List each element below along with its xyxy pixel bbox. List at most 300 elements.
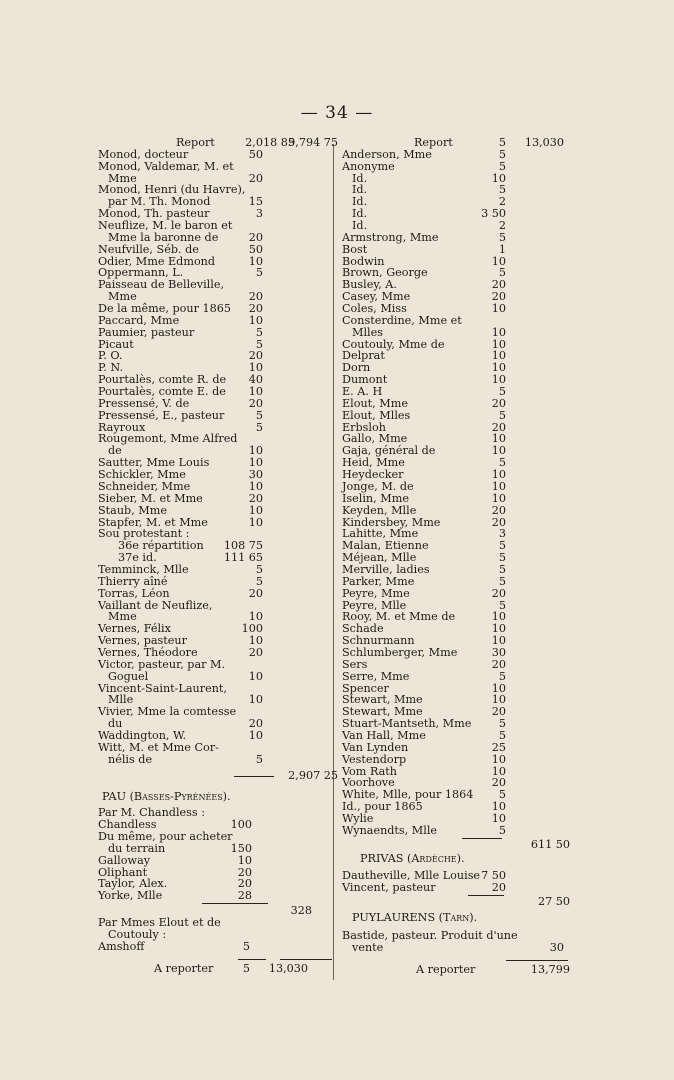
donor-amount: 5 — [498, 669, 506, 683]
donor-amount: 10 — [491, 811, 506, 825]
donor-name: Pressensé, V. de — [98, 396, 190, 410]
donor-amount: 5 — [498, 408, 506, 422]
entry-row — [342, 327, 572, 339]
entry-row — [342, 801, 572, 813]
entry-row — [342, 208, 572, 220]
donor-name: Busley, A. — [342, 278, 397, 292]
entry-row — [342, 671, 572, 683]
donor-name: Neuflize, M. le baron et — [98, 219, 233, 233]
donor-name: E. A. H — [342, 385, 383, 399]
donor-amount: 25 — [491, 740, 506, 754]
donor-amount: 20 — [491, 503, 506, 517]
donor-amount: 10 — [491, 468, 506, 482]
left-column — [98, 137, 338, 974]
donor-amount: 20 — [248, 491, 263, 505]
donor-name: Spencer — [342, 681, 389, 695]
donor-name: Lahitte, Mme — [342, 527, 419, 541]
donor-amount: 10 — [491, 622, 506, 636]
donor-amount: 10 — [248, 634, 263, 648]
entry-row — [98, 754, 338, 766]
donor-name: Gaja, général de — [342, 444, 436, 458]
donor-name: Amshoff — [98, 939, 145, 953]
entry-row — [98, 232, 338, 244]
donor-name: Wynaendts, Mlle — [342, 823, 438, 837]
donor-name: Oliphant — [98, 865, 148, 879]
donor-amount: 5 — [255, 337, 263, 351]
donor-name: White, Mlle, pour 1864 — [342, 788, 474, 802]
donor-amount: 10 — [248, 254, 263, 268]
donor-name: Vernes, Théodore — [98, 645, 198, 659]
donor-amount: 20 — [237, 865, 252, 879]
donor-amount: 10 — [491, 171, 506, 185]
donor-amount: 20 — [491, 776, 506, 790]
entry-row — [98, 327, 338, 339]
entry-row — [342, 232, 572, 244]
donor-name: Vom Rath — [342, 764, 398, 778]
donor-amount: 20 — [491, 586, 506, 600]
donor-amount: 10 — [248, 479, 263, 493]
donor-name: Elout, Mme — [342, 396, 408, 410]
donor-name: nélis de — [108, 752, 153, 766]
entry-row — [342, 754, 572, 766]
donor-name: Merville, ladies — [342, 562, 430, 576]
entry-row — [98, 706, 338, 718]
donor-amount: 20 — [248, 230, 263, 244]
donor-amount: 10 — [491, 693, 506, 707]
donor-name: Galloway — [98, 853, 151, 867]
donor-amount: 5 — [498, 562, 506, 576]
donor-name: Paumier, pasteur — [98, 325, 195, 339]
a-reporter-amount: 5 — [242, 961, 250, 975]
donor-amount: 5 — [255, 408, 263, 422]
donor-name: vente — [352, 940, 384, 954]
donor-name: Pourtalès, comte R. de — [98, 373, 227, 387]
donor-amount: 111 65 — [223, 551, 263, 565]
donor-name: Schickler, Mme — [98, 468, 186, 482]
entry-row — [98, 505, 338, 517]
entry-row — [98, 941, 338, 953]
donor-amount: 5 — [498, 159, 506, 173]
entry-row — [342, 853, 572, 865]
entry-row — [98, 410, 338, 422]
donor-name: Van Lynden — [342, 740, 409, 754]
donor-name: du terrain — [108, 841, 166, 855]
donor-name: Victor, pasteur, par M. — [98, 657, 226, 671]
section-subtotal: 328 — [290, 904, 312, 918]
donor-name: Wylie — [342, 811, 374, 825]
donor-name: Vestendorp — [342, 752, 407, 766]
entry-row — [98, 588, 338, 600]
donor-name: Stewart, Mme — [342, 693, 423, 707]
donor-amount: 10 — [491, 432, 506, 446]
donor-name: Id. — [352, 195, 368, 209]
a-reporter-label: A reporter — [416, 962, 476, 976]
donor-name: Dautheville, Mlle Louise — [342, 869, 481, 883]
donor-amount: 10 — [248, 515, 263, 529]
donor-name: Consterdine, Mme et — [342, 313, 462, 327]
donor-name: Elout, Mlles — [342, 408, 411, 422]
donor-amount: 3 — [255, 207, 263, 221]
rule-line — [468, 895, 504, 896]
donor-amount: 5 — [255, 266, 263, 280]
entry-row — [98, 791, 338, 803]
donor-name: Mlles — [352, 325, 383, 339]
donor-name: Mme — [108, 171, 137, 185]
donor-name: Id. — [352, 171, 368, 185]
right-column — [342, 137, 572, 975]
donor-name: Goguel — [108, 669, 149, 683]
donor-amount: 108 75 — [223, 539, 263, 553]
donor-amount: 20 — [491, 705, 506, 719]
a-reporter-label: A reporter — [154, 961, 214, 975]
entry-row — [342, 882, 572, 894]
donor-name: Staub, Mme — [98, 503, 167, 517]
donor-amount: 5 — [498, 539, 506, 553]
donor-name: Kindersbey, Mme — [342, 515, 441, 529]
entry-row — [342, 659, 572, 671]
donor-name: Du même, pour acheter — [98, 829, 233, 843]
entry-row — [342, 742, 572, 754]
donor-name: 37e id. — [118, 551, 157, 565]
section-heading-puylaurens: PUYLAURENS (Tarn). — [352, 911, 478, 924]
a-reporter-total: 13,030 — [268, 961, 308, 975]
donor-name: Temminck, Mlle — [98, 562, 189, 576]
donor-name: Schlumberger, Mme — [342, 645, 458, 659]
donor-amount: 5 — [498, 456, 506, 470]
rule-line — [234, 776, 274, 777]
donor-amount: 10 — [248, 456, 263, 470]
donor-amount: 5 — [498, 728, 506, 742]
donor-name: Schneider, Mme — [98, 479, 191, 493]
entry-row — [342, 588, 572, 600]
donor-name: Mme la baronne de — [108, 230, 219, 244]
donor-name: Gallo, Mme — [342, 432, 408, 446]
donor-amount: 20 — [248, 349, 263, 363]
donor-amount: 10 — [248, 385, 263, 399]
donor-name: Yorke, Mlle — [98, 889, 163, 903]
donor-name: Heid, Mme — [342, 456, 405, 470]
donor-name: Vincent-Saint-Laurent, — [98, 681, 227, 695]
donor-name: Peyre, Mlle — [342, 598, 407, 612]
donor-name: Monod, docteur — [98, 147, 189, 161]
donor-name: P. N. — [98, 361, 123, 375]
donor-name: Rooy, M. et Mme de — [342, 610, 456, 624]
donor-name: de — [108, 444, 122, 458]
donor-amount: 5 — [242, 939, 250, 953]
donor-name: Thierry aîné — [98, 574, 168, 588]
donor-name: Malan, Etienne — [342, 539, 429, 553]
donor-name: De la même, pour 1865 — [98, 302, 231, 316]
entry-row — [98, 843, 338, 855]
donor-amount: 2 — [498, 195, 506, 209]
donor-name: Peyre, Mme — [342, 586, 410, 600]
entry-row — [342, 149, 572, 161]
entry-row — [342, 493, 572, 505]
donor-name: Schnurmann — [342, 634, 415, 648]
entry-row — [342, 244, 572, 256]
donor-amount: 20 — [491, 881, 506, 895]
donor-amount: 3 — [498, 527, 506, 541]
donor-amount: 5 — [498, 266, 506, 280]
donor-name: 36e répartition — [118, 539, 204, 553]
donor-amount: 5 — [498, 574, 506, 588]
donor-name: Coutouly : — [108, 927, 167, 941]
donor-amount: 20 — [491, 290, 506, 304]
donor-name: du — [108, 717, 123, 731]
donor-name: Mlle — [108, 693, 134, 707]
donor-amount: 15 — [248, 195, 263, 209]
donor-name: Neufville, Séb. de — [98, 242, 199, 256]
entry-row — [342, 184, 572, 196]
donor-amount: 20 — [491, 515, 506, 529]
donor-name: Oppermann, L. — [98, 266, 184, 280]
entry-row — [98, 339, 338, 351]
donor-name: Vincent, pasteur — [342, 881, 436, 895]
donor-name: Vernes, Félix — [98, 622, 171, 636]
donor-amount: 20 — [248, 645, 263, 659]
donor-name: Anderson, Mme — [342, 147, 432, 161]
donor-amount: 20 — [237, 877, 252, 891]
donor-amount: 2 — [498, 219, 506, 233]
donor-name: Odier, Mme Edmond — [98, 254, 216, 268]
donor-amount: 5 — [498, 551, 506, 565]
donor-amount: 10 — [248, 361, 263, 375]
donor-amount: 10 — [491, 302, 506, 316]
donor-name: Anonyme — [342, 159, 395, 173]
section-subtotal: 2,907 25 — [288, 768, 338, 782]
entry-row — [342, 942, 572, 954]
donor-name: Keyden, Mlle — [342, 503, 417, 517]
entry-row — [342, 505, 572, 517]
donor-name: Vernes, pasteur — [98, 634, 187, 648]
donor-amount: 10 — [491, 479, 506, 493]
donor-name: Stapfer, M. et Mme — [98, 515, 208, 529]
donor-amount: 10 — [491, 373, 506, 387]
donor-amount: 10 — [491, 764, 506, 778]
section-heading-privas: PRIVAS (Ardèche). — [360, 851, 465, 865]
donor-name: Voorhove — [342, 776, 395, 790]
donor-name: Rayroux — [98, 420, 146, 434]
donor-amount: 10 — [248, 503, 263, 517]
donor-amount: 28 — [237, 889, 252, 903]
donor-amount: 10 — [491, 361, 506, 375]
entry-row — [98, 890, 338, 902]
donor-amount: 5 — [255, 752, 263, 766]
donor-amount: 5 — [255, 325, 263, 339]
donor-amount: 1 — [498, 242, 506, 256]
donor-amount: 50 — [248, 147, 263, 161]
rule-line — [202, 903, 268, 904]
entry-row — [98, 742, 338, 754]
donor-name: Heydecker — [342, 468, 404, 482]
donor-name: Mme — [108, 290, 137, 304]
entry-row — [342, 315, 572, 327]
donor-name: Picaut — [98, 337, 134, 351]
donor-name: Paisseau de Belleville, — [98, 278, 224, 292]
page-number: — 34 — — [300, 103, 374, 123]
donor-amount: 50 — [248, 242, 263, 256]
entry-row — [98, 770, 338, 782]
donor-amount: 40 — [248, 373, 263, 387]
donor-name: Sieber, M. et Mme — [98, 491, 203, 505]
donor-amount: 7 50 — [481, 869, 506, 883]
donor-amount: 3 50 — [481, 207, 506, 221]
donor-amount: 5 — [498, 823, 506, 837]
report-label: Report — [176, 136, 215, 149]
donor-name: Brown, George — [342, 266, 428, 280]
donor-name: Id. — [352, 219, 368, 233]
donor-name: Par Mmes Elout et de — [98, 916, 221, 929]
donor-amount: 20 — [248, 586, 263, 600]
entry-row — [342, 930, 572, 942]
donor-name: Id., pour 1865 — [342, 800, 423, 814]
donor-name: Schade — [342, 622, 384, 636]
donor-amount: 20 — [248, 396, 263, 410]
report-label: Report — [414, 136, 453, 149]
donor-name: Rougemont, Mme Alfred — [98, 432, 238, 446]
donor-amount: 5 — [498, 147, 506, 161]
donor-amount: 10 — [491, 491, 506, 505]
donor-amount: 20 — [491, 657, 506, 671]
donor-amount: 20 — [491, 278, 506, 292]
donor-name: Parker, Mme — [342, 574, 415, 588]
donor-name: Mme — [108, 610, 137, 624]
donor-amount: 10 — [248, 444, 263, 458]
entry-row — [342, 161, 572, 173]
donor-amount: 10 — [491, 444, 506, 458]
report-total: 13,030 — [524, 136, 564, 149]
donor-amount: 10 — [248, 610, 263, 624]
report-total: 9,794 75 — [288, 136, 338, 149]
donor-name: Coutouly, Mme de — [342, 337, 445, 351]
donor-amount: 5 — [255, 574, 263, 588]
entry-row — [342, 350, 572, 362]
donor-name: Casey, Mme — [342, 290, 411, 304]
donor-amount: 5 — [498, 230, 506, 244]
donor-amount: 20 — [491, 396, 506, 410]
entry-row — [342, 410, 572, 422]
donor-amount: 5 — [498, 788, 506, 802]
donor-amount: 10 — [491, 325, 506, 339]
donor-name: Vivier, Mme la comtesse — [98, 705, 237, 719]
donor-name: Stuart-Mantseth, Mme — [342, 717, 472, 731]
entry-row — [342, 912, 572, 924]
entry-row — [342, 481, 572, 493]
entry-row — [98, 493, 338, 505]
donor-name: Bodwin — [342, 254, 385, 268]
entry-row — [342, 398, 572, 410]
donor-amount: 20 — [248, 171, 263, 185]
donor-name: Paccard, Mme — [98, 313, 180, 327]
donor-amount: 30 — [248, 468, 263, 482]
entry-row — [98, 481, 338, 493]
donor-name: Pressensé, E., pasteur — [98, 408, 225, 422]
entry-row — [342, 825, 572, 837]
donor-amount: 10 — [491, 610, 506, 624]
donor-name: Bost — [342, 242, 368, 256]
donor-amount: 5 — [498, 385, 506, 399]
donor-name: Monod, Th. pasteur — [98, 207, 210, 221]
donor-name: Dumont — [342, 373, 388, 387]
entry-row — [98, 683, 338, 695]
donor-amount: 100 — [241, 622, 263, 636]
donor-amount: 10 — [491, 634, 506, 648]
donor-name: Armstrong, Mme — [342, 230, 439, 244]
donor-amount: 10 — [248, 728, 263, 742]
entry-row — [342, 647, 572, 659]
donor-name: Pourtalès, comte E. de — [98, 385, 226, 399]
entry-row — [98, 576, 338, 588]
donor-amount: 10 — [491, 337, 506, 351]
entry-row — [98, 671, 338, 683]
donor-name: Chandless — [98, 818, 157, 832]
entry-row — [342, 196, 572, 208]
donor-amount: 20 — [491, 420, 506, 434]
donor-amount: 5 — [255, 420, 263, 434]
donor-name: Delprat — [342, 349, 385, 363]
donor-amount: 150 — [230, 841, 252, 855]
donor-name: Bastide, pasteur. Produit d'une — [342, 928, 518, 942]
donor-name: Monod, Henri (du Havre), — [98, 183, 246, 197]
donor-name: Id. — [352, 183, 368, 197]
entry-row — [98, 398, 338, 410]
donor-name: Sautter, Mme Louis — [98, 456, 210, 470]
donor-name: Monod, Valdemar, M. et — [98, 159, 234, 173]
entry-row — [98, 149, 338, 161]
donor-name: Par M. Chandless : — [98, 806, 205, 820]
donor-name: Méjean, Mlle — [342, 551, 417, 565]
donor-amount: 10 — [237, 853, 252, 867]
donor-amount: 10 — [491, 254, 506, 268]
donor-amount: 30 — [549, 940, 564, 954]
report-amount: 5 — [498, 136, 506, 149]
entry-row — [98, 244, 338, 256]
donor-amount: 10 — [491, 681, 506, 695]
entry-row — [342, 173, 572, 185]
donor-name: Vaillant de Neuflize, — [98, 598, 213, 612]
donor-amount: 10 — [248, 693, 263, 707]
donor-amount: 10 — [248, 669, 263, 683]
donor-name: par M. Th. Monod — [108, 195, 211, 209]
donor-name: Coles, Miss — [342, 302, 407, 316]
section-heading-pau: PAU (Basses-Pyrénées). — [102, 790, 231, 804]
donor-name: Id. — [352, 207, 368, 221]
report-amount: 2,018 85 — [245, 136, 295, 149]
section-subtotal: 27 50 — [537, 895, 570, 909]
donor-amount: 10 — [491, 800, 506, 814]
donor-name: P. O. — [98, 349, 123, 363]
donor-name: Waddington, W. — [98, 728, 187, 742]
donor-amount: 20 — [248, 290, 263, 304]
a-reporter-total: 13,799 — [530, 962, 570, 976]
donor-name: Jonge, M. de — [342, 479, 414, 493]
entry-row — [342, 964, 572, 976]
rule-line — [280, 959, 332, 960]
donor-name: Taylor, Alex. — [98, 877, 168, 891]
donor-amount: 10 — [248, 313, 263, 327]
entry-row — [98, 929, 338, 941]
donor-name: Erbsloh — [342, 420, 386, 434]
donor-name: Serre, Mme — [342, 669, 410, 683]
donor-amount: 20 — [248, 717, 263, 731]
donor-name: Torras, Léon — [98, 586, 170, 600]
donor-amount: 5 — [498, 717, 506, 731]
donor-amount: 100 — [230, 818, 252, 832]
entry-row — [98, 315, 338, 327]
entry-row — [98, 433, 338, 445]
entry-row — [342, 896, 572, 908]
donor-amount: 20 — [248, 302, 263, 316]
